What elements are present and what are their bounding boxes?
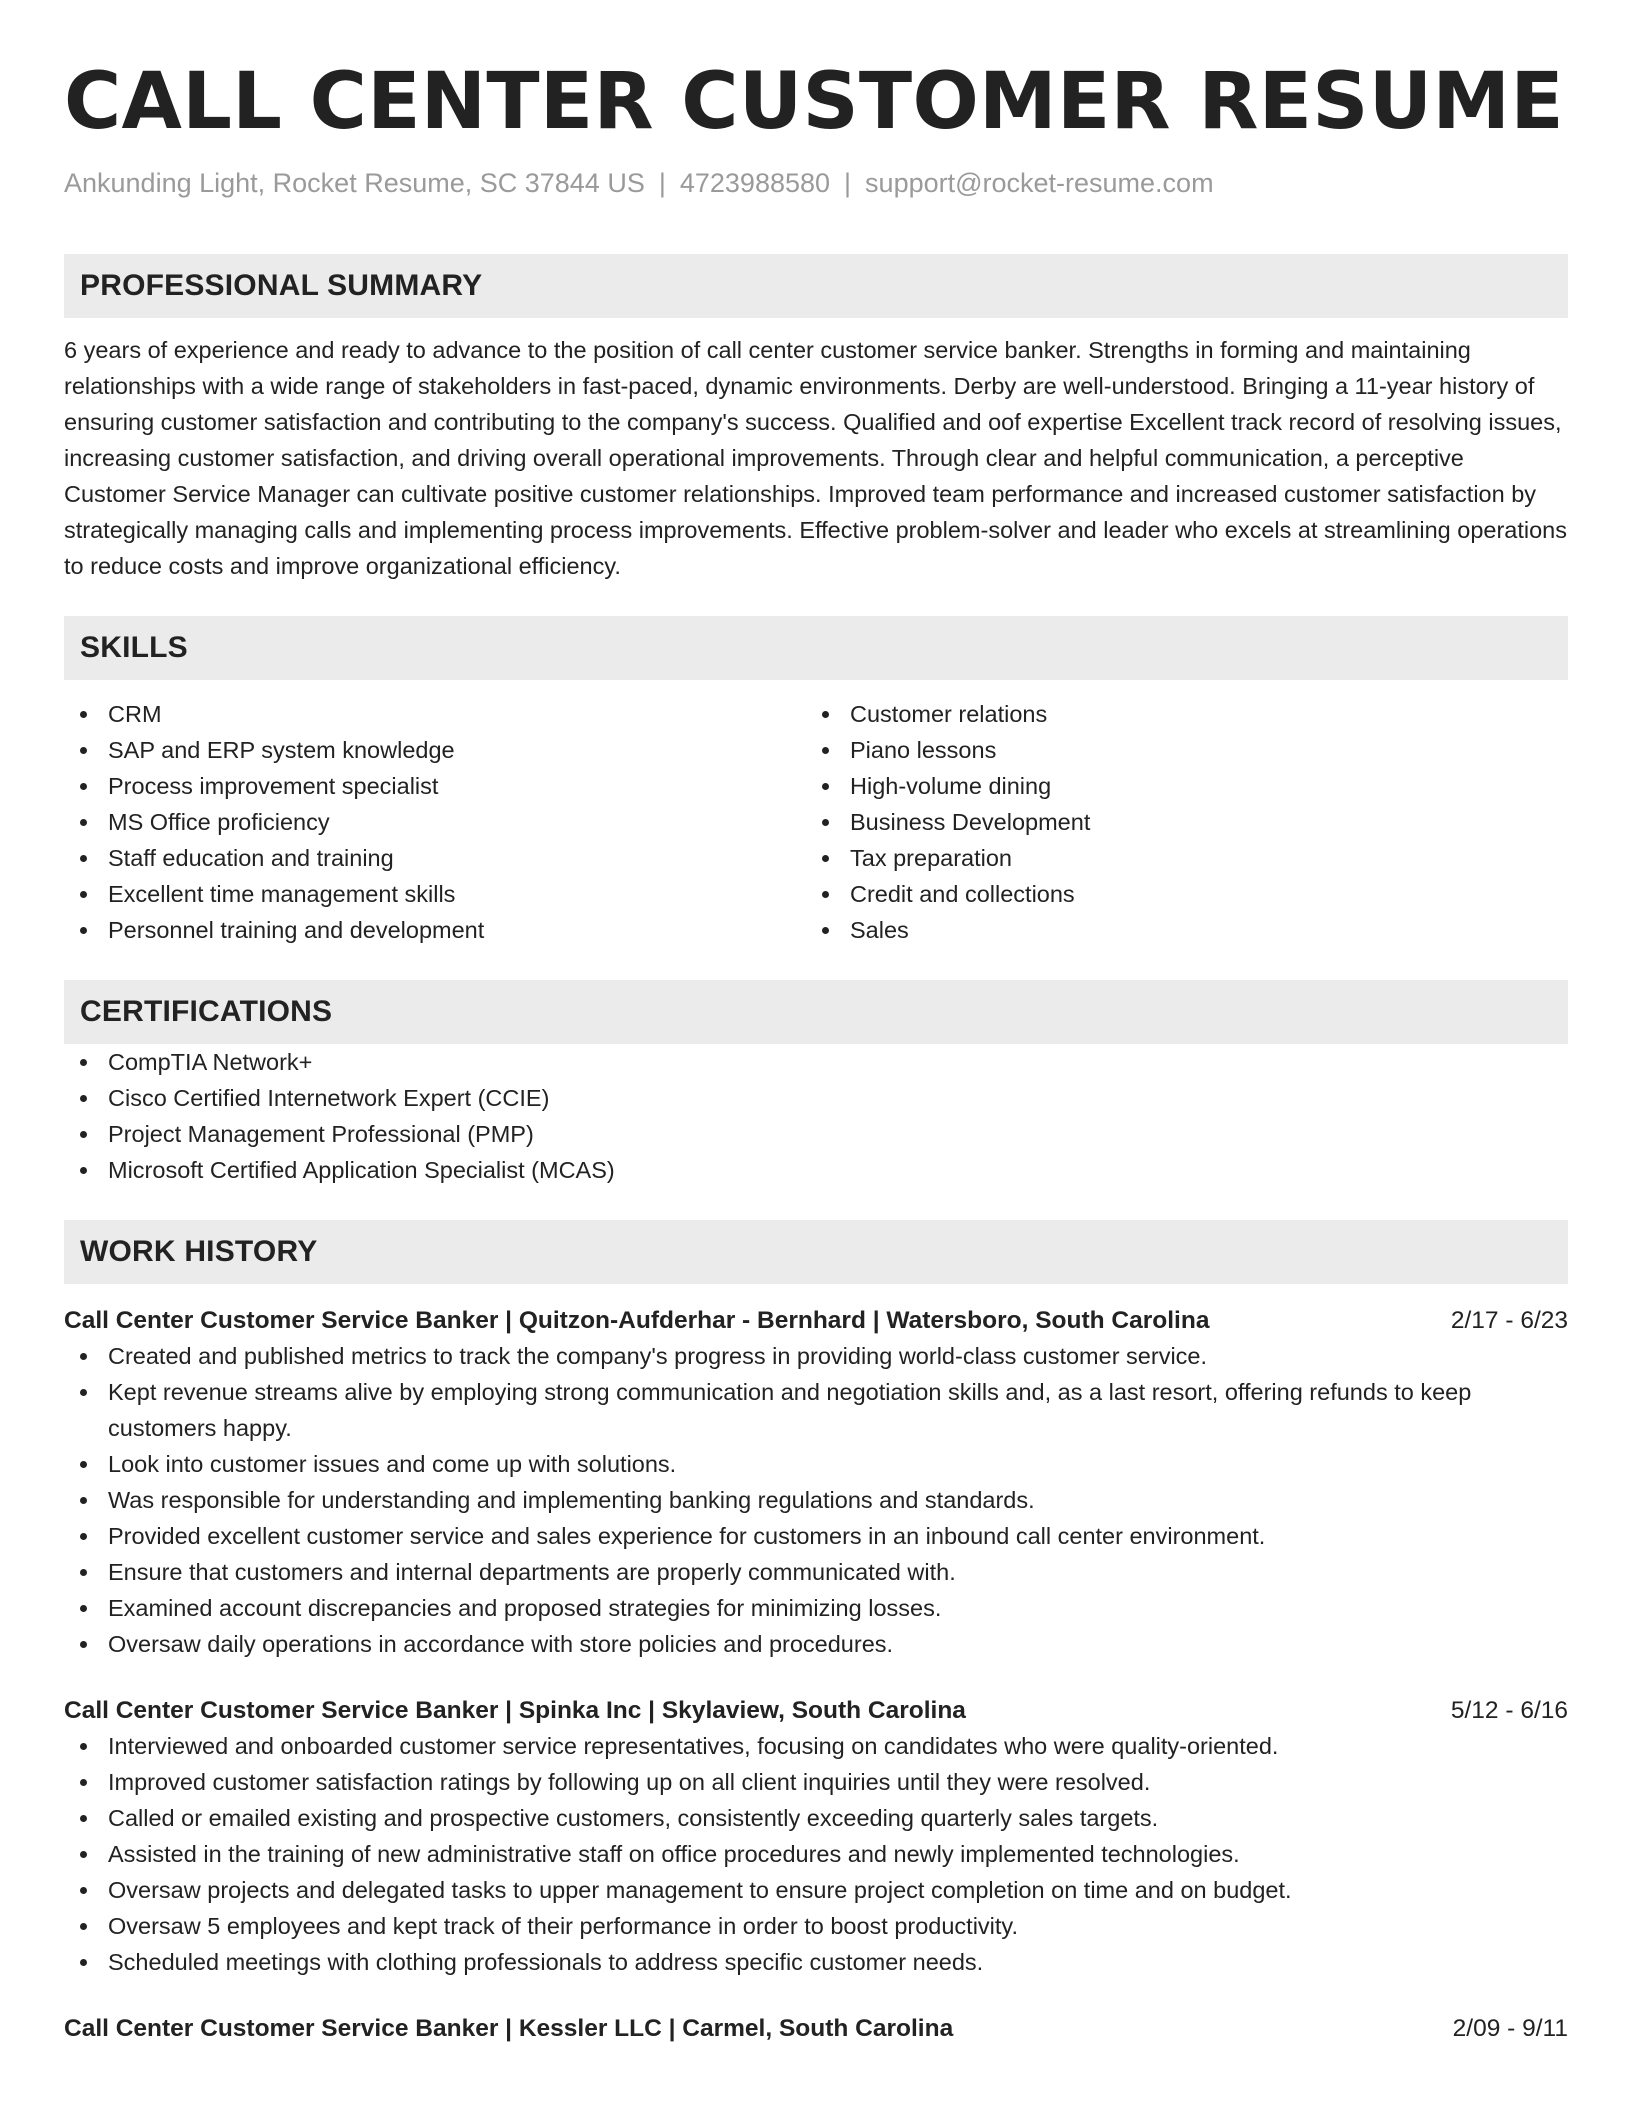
resume-title: CALL CENTER CUSTOMER RESUME: [64, 57, 1564, 147]
job-bullet: Oversaw daily operations in accordance with store policies and procedures.: [64, 1626, 1568, 1662]
job-bullet: Look into customer issues and come up with solutions.: [64, 1446, 1568, 1482]
skill-item: Personnel training and development: [64, 912, 806, 948]
skill-item: Business Development: [806, 804, 1548, 840]
section-header-certifications: CERTIFICATIONS: [64, 980, 1568, 1044]
contact-address: Ankunding Light, Rocket Resume, SC 37844 US: [64, 168, 645, 198]
job-bullet: Interviewed and onboarded customer service representatives, focusing on candidates who were quality-oriented.: [64, 1728, 1568, 1764]
contact-separator: |: [658, 168, 666, 198]
section-header-summary: PROFESSIONAL SUMMARY: [64, 254, 1568, 318]
job-bullet: Improved customer satisfaction ratings by following up on all client inquiries until they were resolved.: [64, 1764, 1568, 1800]
certification-item: CompTIA Network+: [64, 1044, 1568, 1080]
job-bullet-list: [64, 1338, 1568, 1662]
skill-item: High-volume dining: [806, 768, 1548, 804]
skill-item: SAP and ERP system knowledge: [64, 732, 806, 768]
job-title: Call Center Customer Service Banker | Quitzon-Aufderhar - Bernhard | Watersboro, South Carolina: [64, 1307, 1210, 1334]
section-header-skills: SKILLS: [64, 616, 1568, 680]
job-bullet: Examined account discrepancies and proposed strategies for minimizing losses.: [64, 1590, 1568, 1626]
skill-item: Process improvement specialist: [64, 768, 806, 804]
job-dates: 5/12 - 6/16: [1450, 1697, 1568, 1724]
job-header: [64, 1694, 1568, 1728]
summary-text: 6 years of experience and ready to advance to the position of call center customer service banker. Strengths in forming and maintaining relationships with a wide range of stakeholders in fast-paced, dynamic environments. Derby are well-understood. Bringing a 11-year history of ensuring customer satisfaction and contributing to the company's success. Qualified and oof expertise Excellent track record of resolving issues, increasing customer satisfaction, and driving overall operational improvements. Through clear and helpful communication, a perceptive Customer Service Manager can cultivate positive customer relationships. Improved team performance and increased customer satisfaction by strategically managing calls and implementing process improvements. Effective problem-solver and leader who excels at streamlining operations to reduce costs and improve organizational efficiency.: [64, 337, 1567, 579]
job-bullet: Assisted in the training of new administrative staff on office procedures and newly implemented technologies.: [64, 1836, 1568, 1872]
job-title: Call Center Customer Service Banker | Spinka Inc | Skylaview, South Carolina: [64, 1697, 966, 1724]
job-dates: 2/17 - 6/23: [1450, 1307, 1568, 1334]
job-bullet: Was responsible for understanding and implementing banking regulations and standards.: [64, 1482, 1568, 1518]
job-bullet: Oversaw projects and delegated tasks to upper management to ensure project completion on time and on budget.: [64, 1872, 1568, 1908]
job-bullet: Kept revenue streams alive by employing strong communication and negotiation skills and, as a last resort, offering refunds to keep customers happy.: [64, 1374, 1568, 1446]
job-bullet: Ensure that customers and internal departments are properly communicated with.: [64, 1554, 1568, 1590]
skill-item: CRM: [64, 696, 806, 732]
certifications-list: [64, 1044, 1568, 1188]
skills-list-left: [64, 696, 806, 948]
job-bullet: Called or emailed existing and prospective customers, consistently exceeding quarterly sales targets.: [64, 1800, 1568, 1836]
skill-item: Credit and collections: [806, 876, 1548, 912]
skill-item: Staff education and training: [64, 840, 806, 876]
job-bullet-list: [64, 1728, 1568, 1980]
contact-phone: 4723988580: [679, 168, 831, 198]
job-bullet: Created and published metrics to track the company's progress in providing world-class customer service.: [64, 1338, 1568, 1374]
certification-item: Cisco Certified Internetwork Expert (CCIE): [64, 1080, 1568, 1116]
job-header: [64, 1304, 1568, 1338]
skills-column-right: [806, 696, 1548, 948]
job-dates: 2/09 - 9/11: [1452, 2015, 1568, 2042]
contact-email: support@rocket-resume.com: [865, 168, 1214, 198]
skill-item: Excellent time management skills: [64, 876, 806, 912]
skill-item: Sales: [806, 912, 1548, 948]
certification-item: Project Management Professional (PMP): [64, 1116, 1568, 1152]
skill-item: Customer relations: [806, 696, 1548, 732]
skill-item: Tax preparation: [806, 840, 1548, 876]
job-header: [64, 2012, 1568, 2046]
skills-list-right: [806, 696, 1548, 948]
job-bullet: Provided excellent customer service and sales experience for customers in an inbound call center environment.: [64, 1518, 1568, 1554]
section-header-work-history: WORK HISTORY: [64, 1220, 1568, 1284]
contact-separator: |: [844, 168, 852, 198]
skill-item: MS Office proficiency: [64, 804, 806, 840]
skill-item: Piano lessons: [806, 732, 1548, 768]
skills-columns: [64, 696, 1568, 948]
job-bullet: Oversaw 5 employees and kept track of their performance in order to boost productivity.: [64, 1908, 1568, 1944]
certification-item: Microsoft Certified Application Specialist (MCAS): [64, 1152, 1568, 1188]
resume-page: [64, 52, 1568, 2046]
skills-column-left: [64, 696, 806, 948]
job-bullet: Scheduled meetings with clothing professionals to address specific customer needs.: [64, 1944, 1568, 1980]
job-title: Call Center Customer Service Banker | Kessler LLC | Carmel, South Carolina: [64, 2015, 954, 2042]
contact-line: [64, 166, 1568, 200]
